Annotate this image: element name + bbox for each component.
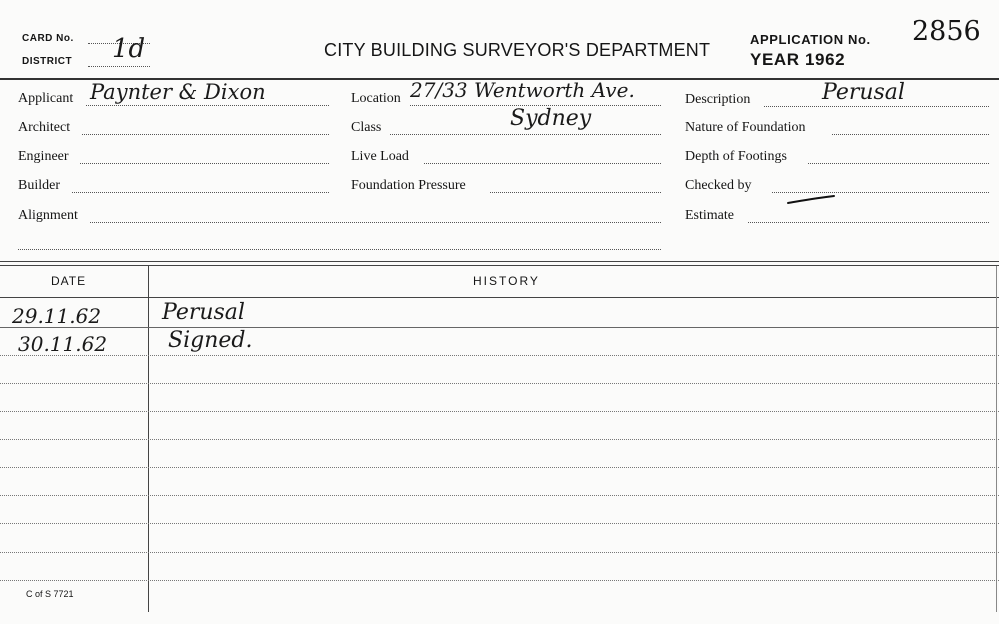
alignment-label: Alignment [18,208,78,223]
description-line [764,106,989,107]
year-label: YEAR 1962 [750,50,846,69]
ruled-line [0,467,999,468]
history-entry-text: Signed. [168,328,253,353]
class-line [390,134,661,135]
ruled-line [0,523,999,524]
blank-line [18,249,661,250]
applicant-line [86,105,329,106]
depth-of-footings-line [808,163,989,164]
ruled-line [0,355,999,356]
foundation-pressure-line [490,192,661,193]
ruled-line [0,552,999,553]
estimate-line [748,222,989,223]
district-line [88,66,150,67]
class-label: Class [351,120,382,135]
description-value: Perusal [822,80,905,105]
ruled-line [0,327,999,328]
checked-by-mark-icon [786,194,836,206]
estimate-label: Estimate [685,208,734,223]
ruled-line [0,495,999,496]
district-label: DISTRICT [22,56,73,67]
application-label: APPLICATION No. [750,32,871,47]
location-value-line2: Sydney [510,106,592,131]
foundation-pressure-label: Foundation Pressure [351,178,466,193]
builder-label: Builder [18,178,60,193]
location-value: 27/33 Wentworth Ave. [410,78,635,102]
engineer-line [80,163,329,164]
location-label: Location [351,91,401,106]
form-code: C of S 7721 [26,589,74,599]
section-rule-1 [0,261,999,262]
builder-line [72,192,329,193]
engineer-label: Engineer [18,149,69,164]
applicant-label: Applicant [18,91,74,106]
history-entry-text: Perusal [162,300,245,325]
nature-of-foundation-line [832,134,989,135]
ruled-line [0,383,999,384]
architect-line [82,134,329,135]
application-number: 2856 [912,16,981,47]
checked-by-label: Checked by [685,178,752,193]
ruled-line [0,439,999,440]
history-header-rule [0,297,999,298]
live-load-label: Live Load [351,149,409,164]
department-title: CITY BUILDING SURVEYOR'S DEPARTMENT [324,40,711,60]
architect-label: Architect [18,120,71,135]
ruled-line [0,411,999,412]
applicant-value: Paynter & Dixon [90,80,266,104]
description-label: Description [685,92,751,107]
ruled-line [0,580,999,581]
depth-of-footings-label: Depth of Footings [685,149,787,164]
history-entry-date: 29.11.62 [12,304,102,328]
district-value: 1d [112,34,146,64]
nature-of-foundation-label: Nature of Foundation [685,120,806,135]
date-column-header: DATE [51,274,87,288]
checked-by-line [772,192,989,193]
alignment-line [90,222,661,223]
history-entry-date: 30.11.62 [18,332,108,356]
history-column-header: HISTORY [473,274,540,288]
section-rule-2 [0,265,999,266]
card-no-label: CARD No. [22,33,74,44]
live-load-line [424,163,661,164]
